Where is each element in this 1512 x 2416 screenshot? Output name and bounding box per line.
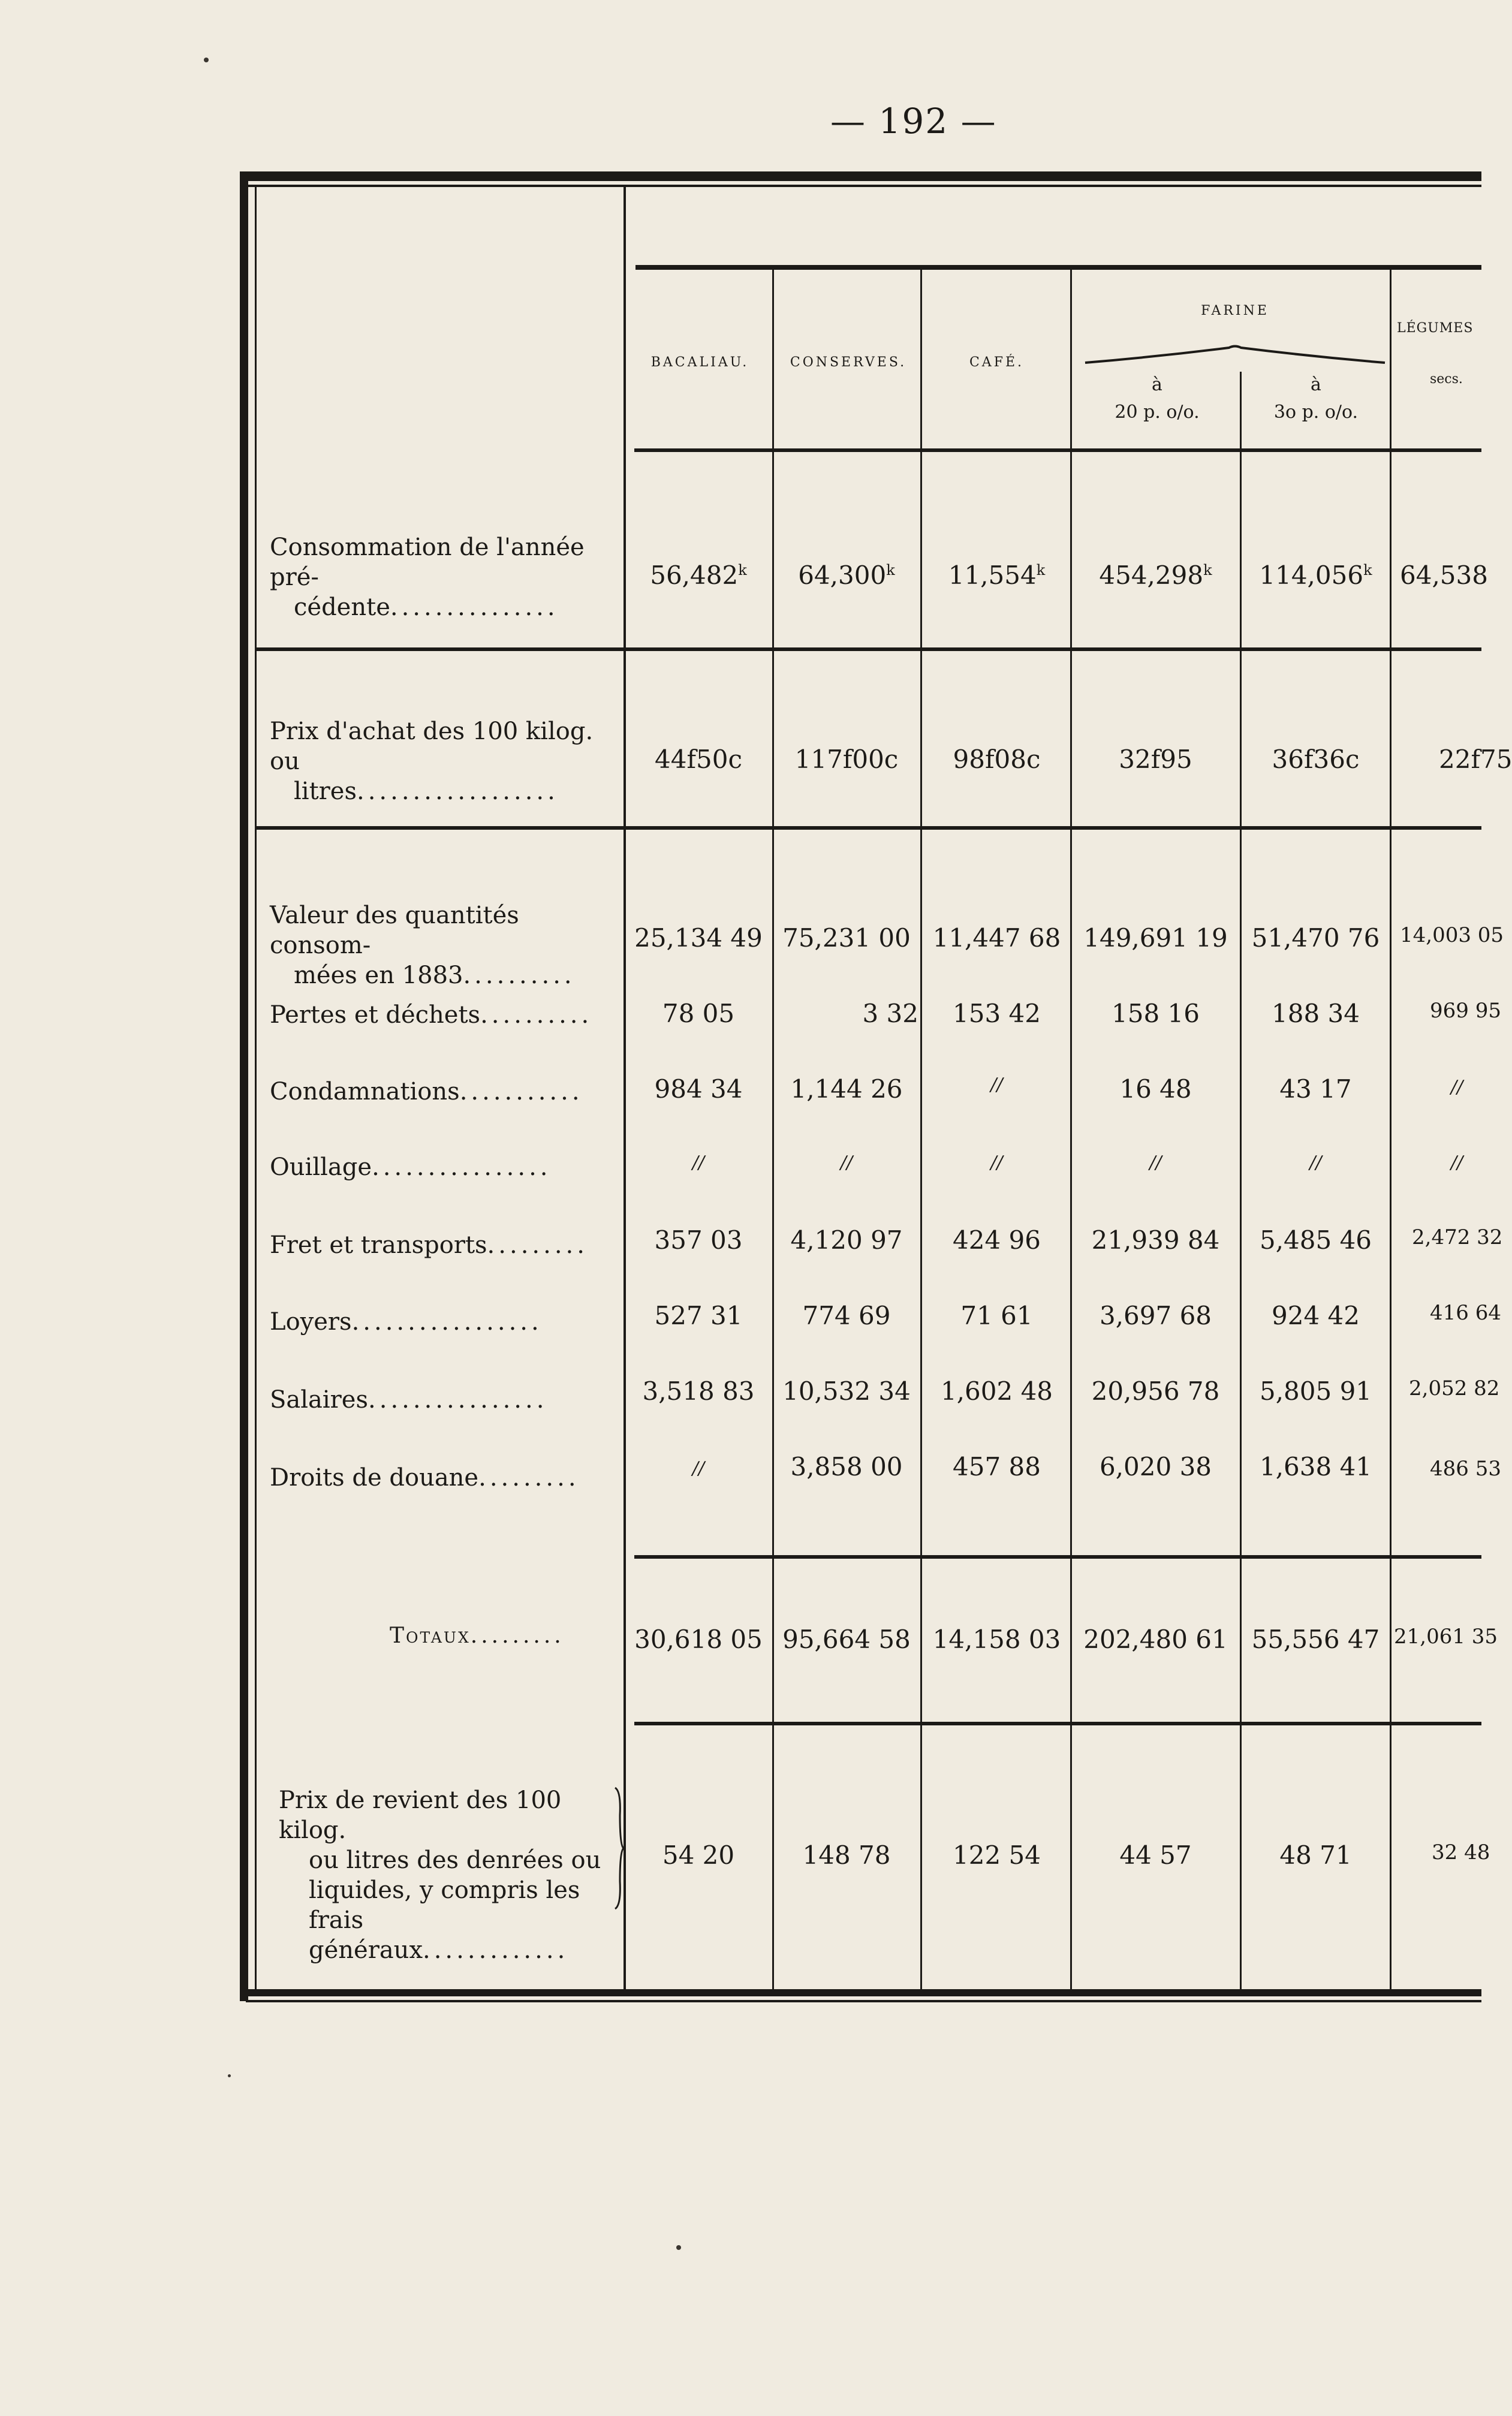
page-number: — 192 — xyxy=(830,101,997,141)
cell-salaires-conserves: 10,532 34 xyxy=(782,1376,911,1406)
header-legumes-secs: secs. xyxy=(1430,372,1463,387)
cell-condamnations-legumes: // xyxy=(1451,1077,1463,1098)
label-line1: Valeur des quantités consom- xyxy=(270,902,519,959)
cell-fret-conserves: 4,120 97 xyxy=(790,1225,903,1255)
row-label-ouillage: Ouillage................ xyxy=(270,1153,552,1181)
cell-pertes-farine30: 188 34 xyxy=(1272,999,1360,1028)
row-label-prix-achat: Prix d'achat des 100 kilog. ou litres.................. xyxy=(270,716,618,806)
header-legumes: LÉGUMES xyxy=(1397,321,1474,336)
cell-valeur-cafe: 11,447 68 xyxy=(932,923,1061,953)
scan-speck xyxy=(204,58,209,62)
header-farine-20-b: 20 p. o/o. xyxy=(1115,402,1200,423)
row-label-condamnations: Condamnations........... xyxy=(270,1078,583,1105)
cell-salaires-farine20: 20,956 78 xyxy=(1091,1376,1220,1406)
table-top-rule xyxy=(240,171,1481,181)
row-label-fret: Fret et transports......... xyxy=(270,1231,588,1259)
header-bacaliau: BACALIAU. xyxy=(650,355,749,370)
cell-prix-cafe: 98f08c xyxy=(953,745,1041,774)
row-rule-2 xyxy=(257,826,1481,830)
cell-salaires-farine30: 5,805 91 xyxy=(1259,1376,1372,1406)
cell-revient-cafe: 122 54 xyxy=(953,1840,1041,1870)
row-rule-4 xyxy=(634,1722,1481,1725)
cell-valeur-farine30: 51,470 76 xyxy=(1251,923,1380,953)
header-farine-30-a: à xyxy=(1311,374,1321,395)
col-separator-2 xyxy=(920,269,922,1989)
cell-pertes-farine20: 158 16 xyxy=(1112,999,1200,1028)
row-label-droits: Droits de douane......... xyxy=(270,1464,580,1492)
cell-loyers-farine20: 3,697 68 xyxy=(1099,1301,1212,1330)
label-line2: mées en 1883 xyxy=(294,962,463,989)
cell-revient-conserves: 148 78 xyxy=(802,1840,891,1870)
cell-valeur-bacaliau: 25,134 49 xyxy=(634,923,763,953)
cell-loyers-bacaliau: 527 31 xyxy=(654,1301,743,1330)
cell-prix-legumes: 22f75 xyxy=(1439,745,1512,774)
table-top-rule-thin xyxy=(240,185,1481,187)
cell-loyers-cafe: 71 61 xyxy=(960,1301,1033,1330)
cell-condamnations-bacaliau: 984 34 xyxy=(654,1074,743,1104)
header-farine-20-a: à xyxy=(1152,374,1162,395)
cell-ouillage-farine30: // xyxy=(1309,1152,1322,1173)
row-label-totaux: Totaux......... xyxy=(390,1623,565,1648)
scan-speck xyxy=(228,2074,231,2077)
cell-fret-legumes: 2,472 32 xyxy=(1412,1225,1503,1249)
cell-consommation-farine20: 454,298$^k$ xyxy=(1099,561,1212,590)
cell-salaires-bacaliau: 3,518 83 xyxy=(642,1376,755,1406)
cell-totaux-cafe: 14,158 03 xyxy=(932,1625,1061,1654)
cell-consommation-legumes: 64,538 xyxy=(1400,561,1488,590)
label-line2: ou litres des denrées ou xyxy=(309,1846,601,1874)
scan-speck xyxy=(676,2245,681,2250)
cell-valeur-legumes: 14,003 05 xyxy=(1400,923,1504,947)
cell-droits-cafe: 457 88 xyxy=(953,1452,1041,1481)
cell-loyers-legumes: 416 64 xyxy=(1430,1301,1501,1325)
cell-droits-farine30: 1,638 41 xyxy=(1259,1452,1372,1481)
row-brace xyxy=(613,1785,626,1911)
cell-ouillage-cafe: // xyxy=(990,1152,1003,1173)
cell-condamnations-cafe: // xyxy=(990,1074,1003,1095)
cell-pertes-cafe: 153 42 xyxy=(953,999,1041,1028)
cell-ouillage-bacaliau: // xyxy=(692,1152,705,1173)
cell-valeur-conserves: 75,231 00 xyxy=(782,923,911,953)
cell-totaux-conserves: 95,664 58 xyxy=(782,1625,911,1654)
cell-fret-cafe: 424 96 xyxy=(953,1225,1041,1255)
row-label-prix-revient: Prix de revient des 100 kilog. ou litres des denrées ou liquides, y compris les frais généraux............. xyxy=(279,1785,627,1965)
cell-fret-farine30: 5,485 46 xyxy=(1259,1225,1372,1255)
header-top-rule xyxy=(635,265,1481,270)
label-line2: litres xyxy=(294,778,357,805)
cell-consommation-bacaliau: 56,482$^k$ xyxy=(650,561,747,590)
cell-condamnations-conserves: 1,144 26 xyxy=(790,1074,903,1104)
cell-valeur-farine20: 149,691 19 xyxy=(1083,923,1228,953)
cell-revient-legumes: 32 48 xyxy=(1432,1840,1490,1864)
cell-droits-conserves: 3,858 00 xyxy=(790,1452,903,1481)
cell-condamnations-farine20: 16 48 xyxy=(1119,1074,1192,1104)
col-separator-label xyxy=(624,186,626,1990)
cell-droits-farine20: 6,020 38 xyxy=(1099,1452,1212,1481)
label-line4: généraux xyxy=(309,1936,423,1964)
table-left-rule xyxy=(240,171,248,2001)
row-label-consommation: Consommation de l'année pré- cédente............... xyxy=(270,532,618,622)
cell-consommation-cafe: 11,554$^k$ xyxy=(948,561,1046,590)
cell-salaires-legumes: 2,052 82 xyxy=(1409,1376,1500,1400)
header-farine: FARINE xyxy=(1201,303,1269,318)
table-left-rule-thin xyxy=(255,186,257,1990)
label-line1: Prix de revient des 100 kilog. xyxy=(279,1787,562,1844)
col-separator-3 xyxy=(1070,269,1072,1989)
cell-prix-farine20: 32f95 xyxy=(1119,745,1192,774)
row-label-salaires: Salaires................ xyxy=(270,1386,548,1414)
label-line3: liquides, y compris les frais xyxy=(309,1876,580,1934)
table-bottom-rule-thin xyxy=(246,2000,1481,2002)
label-line2: cédente xyxy=(294,594,390,621)
row-label-valeur: Valeur des quantités consom- mées en 1883.......... xyxy=(270,900,618,990)
cell-consommation-farine30: 114,056$^k$ xyxy=(1259,561,1372,590)
cell-ouillage-farine20: // xyxy=(1149,1152,1162,1173)
row-rule-3 xyxy=(634,1555,1481,1559)
header-conserves: CONSERVES. xyxy=(790,355,907,370)
cell-revient-farine20: 44 57 xyxy=(1119,1840,1192,1870)
cell-loyers-conserves: 774 69 xyxy=(802,1301,891,1330)
cell-loyers-farine30: 924 42 xyxy=(1272,1301,1360,1330)
label-line1: Consommation de l'année pré- xyxy=(270,534,585,591)
header-farine-30-b: 3o p. o/o. xyxy=(1273,402,1359,423)
row-label-pertes: Pertes et déchets.......... xyxy=(270,1001,593,1029)
label-line1: Prix d'achat des 100 kilog. ou xyxy=(270,718,594,775)
cell-ouillage-legumes: // xyxy=(1451,1152,1463,1173)
cell-totaux-farine30: 55,556 47 xyxy=(1251,1625,1380,1654)
cell-totaux-bacaliau: 30,618 05 xyxy=(634,1625,763,1654)
col-separator-1 xyxy=(772,269,774,1989)
table-bottom-rule xyxy=(246,1989,1481,1996)
cell-prix-bacaliau: 44f50c xyxy=(655,745,742,774)
col-separator-5 xyxy=(1390,269,1391,1989)
row-rule-1 xyxy=(257,647,1481,651)
header-cafe: CAFÉ. xyxy=(969,355,1025,370)
cell-salaires-cafe: 1,602 48 xyxy=(940,1376,1053,1406)
cell-revient-farine30: 48 71 xyxy=(1279,1840,1352,1870)
cell-prix-farine30: 36f36c xyxy=(1272,745,1360,774)
cell-prix-conserves: 117f00c xyxy=(794,745,899,774)
cell-condamnations-farine30: 43 17 xyxy=(1279,1074,1352,1104)
cell-ouillage-conserves: // xyxy=(840,1152,853,1173)
cell-pertes-legumes: 969 95 xyxy=(1430,999,1501,1023)
header-rule xyxy=(634,448,1481,452)
cell-fret-bacaliau: 357 03 xyxy=(654,1225,743,1255)
cell-consommation-conserves: 64,300$^k$ xyxy=(798,561,895,590)
cell-pertes-bacaliau: 78 05 xyxy=(662,999,735,1028)
cell-pertes-conserves: 3 32 xyxy=(862,999,918,1028)
cell-totaux-legumes: 21,061 35 xyxy=(1394,1625,1498,1649)
row-label-loyers: Loyers................. xyxy=(270,1308,543,1336)
cell-totaux-farine20: 202,480 61 xyxy=(1083,1625,1228,1654)
col-separator-4 xyxy=(1240,372,1242,1989)
farine-brace xyxy=(1085,342,1385,366)
cell-droits-legumes: 486 53 xyxy=(1430,1457,1501,1481)
cell-revient-bacaliau: 54 20 xyxy=(662,1840,735,1870)
cell-droits-bacaliau: // xyxy=(692,1458,705,1479)
cell-fret-farine20: 21,939 84 xyxy=(1091,1225,1220,1255)
